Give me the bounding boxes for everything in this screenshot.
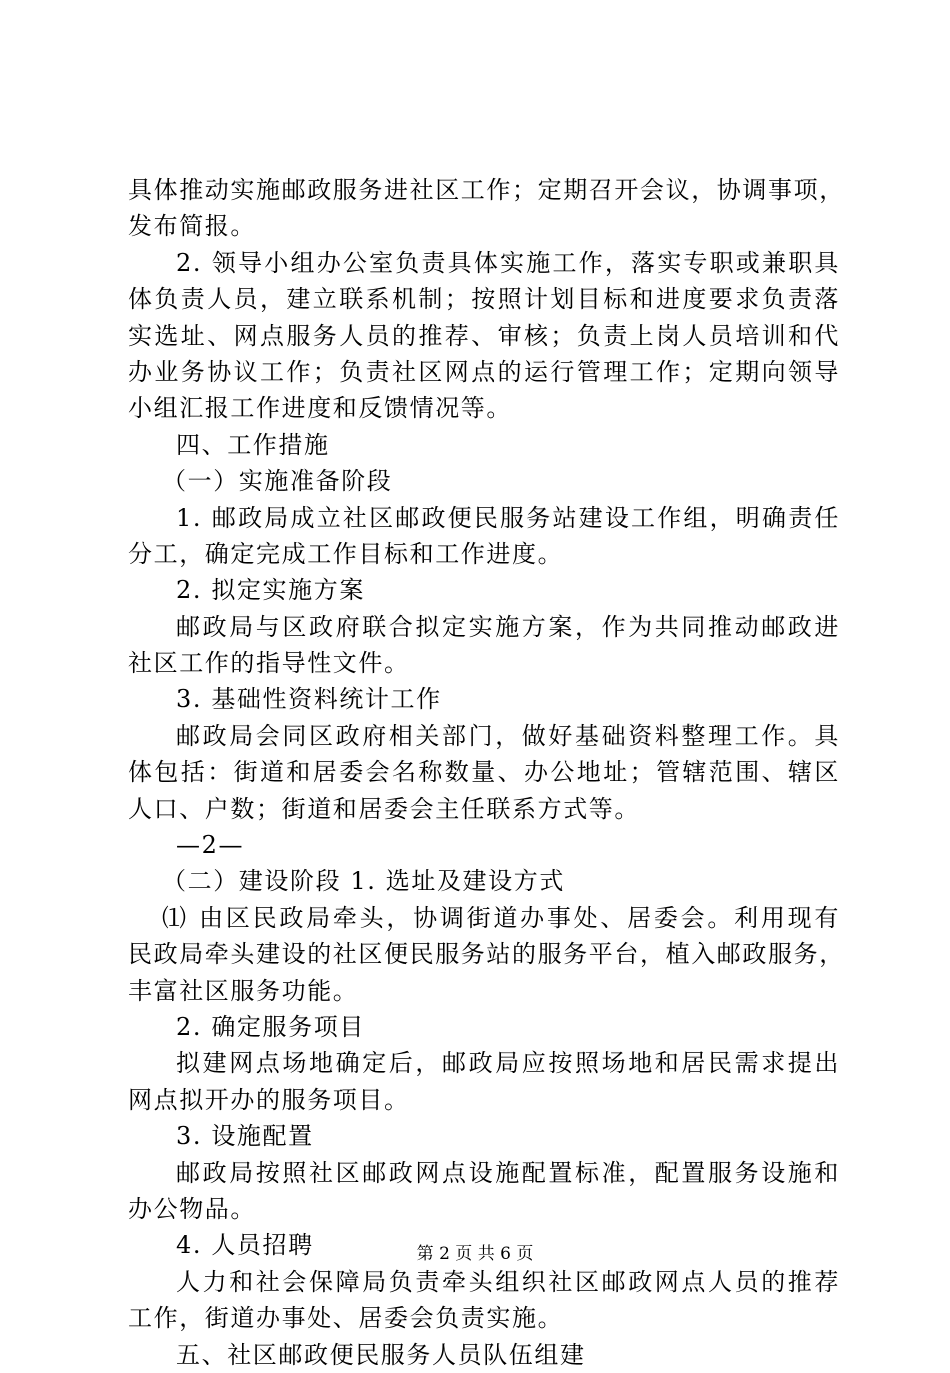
text-line: 民政局牵头建设的社区便民服务站的服务平台，植入邮政服务， xyxy=(128,940,845,969)
text-line: 社区工作的指导性文件。 xyxy=(128,649,410,678)
text-line: 邮政局按照社区邮政网点设施配置标准，配置服务设施和 xyxy=(176,1158,840,1187)
text-line: 拟建网点场地确定后，邮政局应按照场地和居民需求提出 xyxy=(176,1049,840,1078)
text-line: 4. 人员招聘 xyxy=(176,1231,314,1260)
text-line: 五、社区邮政便民服务人员队伍组建 xyxy=(176,1340,586,1369)
text-line: 办业务协议工作；负责社区网点的运行管理工作；定期向领导 xyxy=(128,357,840,386)
text-line: 体包括：街道和居委会名称数量、办公地址；管辖范围、辖区 xyxy=(128,758,840,787)
text-line: 2. 确定服务项目 xyxy=(176,1012,365,1041)
text-line: 工作，街道办事处、居委会负责实施。 xyxy=(128,1304,564,1333)
text-line: 分工，确定完成工作目标和工作进度。 xyxy=(128,539,564,568)
document-body xyxy=(128,172,845,1373)
text-line: （一）实施准备阶段 xyxy=(162,467,393,496)
text-line: 1. 邮政局成立社区邮政便民服务站建设工作组，明确责任 xyxy=(176,503,840,532)
text-line: 具体推动实施邮政服务进社区工作；定期召开会议，协调事项， xyxy=(128,176,845,204)
text-line: 3. 设施配置 xyxy=(176,1122,314,1151)
text-line: —2— xyxy=(176,831,245,860)
page-footer: 第 2 页 共 6 页 xyxy=(416,1244,534,1264)
text-line: 3. 基础性资料统计工作 xyxy=(176,685,442,714)
text-line: 办公物品。 xyxy=(128,1194,256,1223)
text-line: 2. 领导小组办公室负责具体实施工作，落实专职或兼职具 xyxy=(176,248,840,277)
text-line: 丰富社区服务功能。 xyxy=(128,976,359,1005)
text-line: 网点拟开办的服务项目。 xyxy=(128,1085,410,1114)
text-line: 体负责人员，建立联系机制；按照计划目标和进度要求负责落 xyxy=(128,285,840,314)
text-line: 人力和社会保障局负责牵头组织社区邮政网点人员的推荐 xyxy=(176,1267,840,1296)
text-line: 人口、户数；街道和居委会主任联系方式等。 xyxy=(128,794,640,823)
text-line: ⑴ 由区民政局牵头，协调街道办事处、居委会。利用现有 xyxy=(162,903,840,932)
text-line: 2. 拟定实施方案 xyxy=(176,576,365,605)
text-line: 实选址、网点服务人员的推荐、审核；负责上岗人员培训和代 xyxy=(128,321,840,350)
text-line: 邮政局会同区政府相关部门，做好基础资料整理工作。具 xyxy=(176,721,840,750)
text-line: （二）建设阶段 1. 选址及建设方式 xyxy=(162,867,565,896)
text-line: 小组汇报工作进度和反馈情况等。 xyxy=(128,394,512,423)
text-line: 邮政局与区政府联合拟定实施方案，作为共同推动邮政进 xyxy=(176,612,840,641)
text-line: 发布简报。 xyxy=(128,212,256,241)
text-line: 四、工作措施 xyxy=(176,430,330,459)
